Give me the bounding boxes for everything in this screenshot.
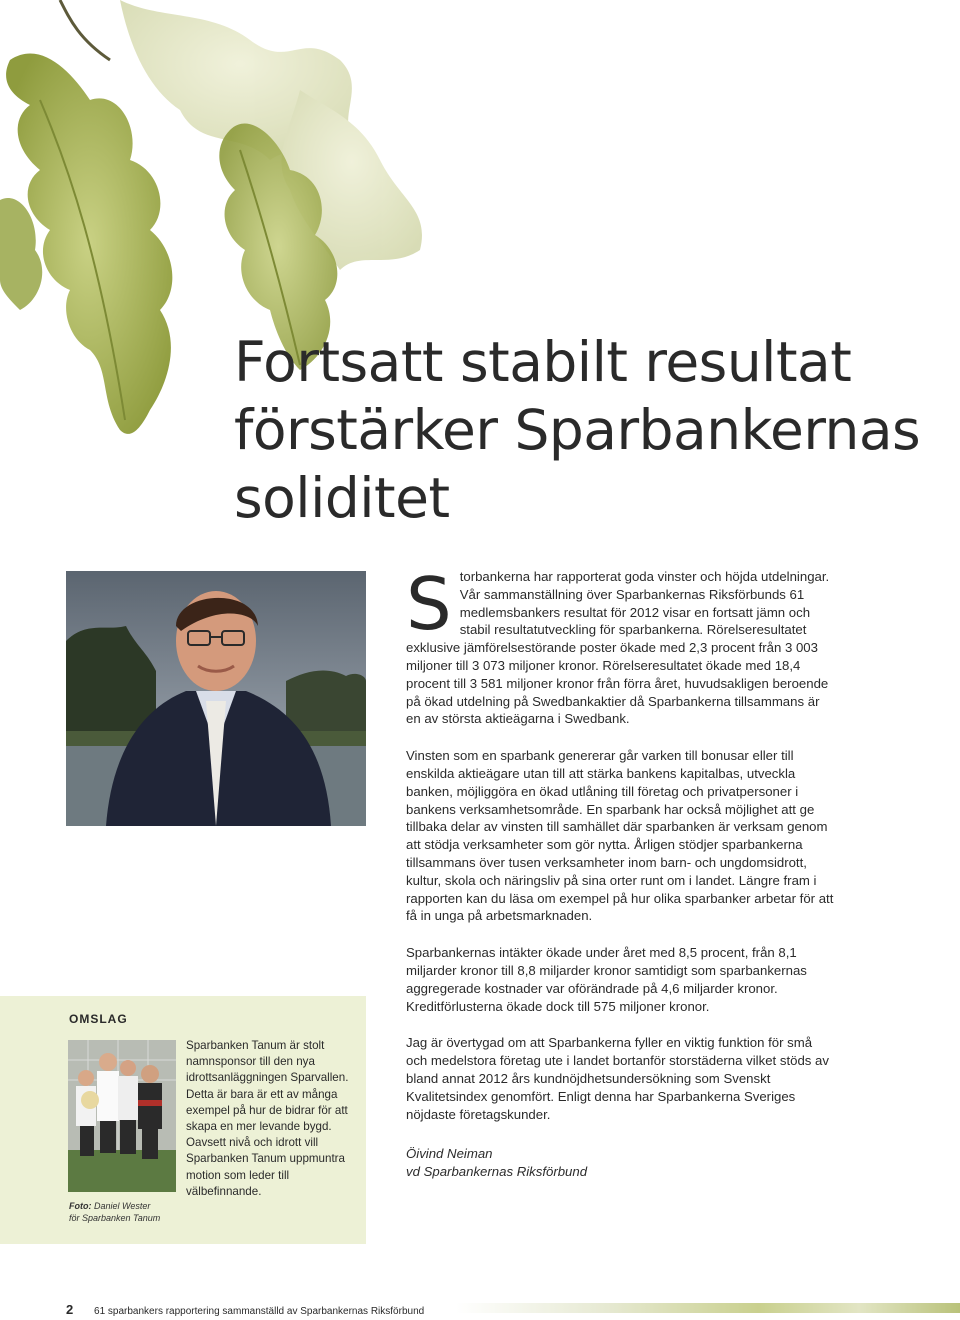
photo-org: för Sparbanken Tanum xyxy=(69,1213,161,1223)
page-title xyxy=(234,328,934,532)
page-number: 2 xyxy=(66,1302,74,1317)
title-line-3: soliditet xyxy=(234,466,450,530)
paragraph-4: Jag är övertygad om att Sparbankerna fyller en viktig funktion för små och medelstora företag ute i landet bortanför storstäderna vilket stöds av bland annat 2012 års kundnöjdhetsundersökning som Svenskt Kvalitetsindex genomfört. Enligt denna har Sparbankerna Sveriges nöjdaste företagskunder. xyxy=(406,1035,829,1122)
title-line-1: Fortsatt stabilt resultat xyxy=(234,330,852,394)
signature-name: Öivind Neiman xyxy=(406,1146,493,1162)
paragraph-1: Storbankerna har rapporterat goda vinster och höjda utdelningar. Vår sammanställning över Sparbankernas Riksförbunds 61 medlemsbankers resultat för 2012 visar en fortsatt jämn och stabil resultatutveckling för sparbankerna. Rörelseresultatet exklusive jämförelsestörande poster ökade med 2,3 procent från 3 003 miljoner till 3 073 miljoner kronor. Rörelseresultatet ökade med 18,4 procent till 3 581 miljoner kronor från förra året, huvudsakligen beroende på ökad utdelning på Swedbankaktier då Sparbankerna tillsammans är en av största aktieägarna i Swedbank. xyxy=(406,562,830,727)
paragraph-3: Sparbankernas intäkter ökade under året med 8,5 procent, från 8,1 miljarder kronor till 8,8 miljarder kronor samtidigt som sparbankernas aggregerade kostnader var oförändrade på 4,6 miljarder kronor. Kreditförlusterna ökade dock till 575 miljoner kronor. xyxy=(406,945,807,1014)
cover-info-box xyxy=(0,996,366,1244)
footer-text: 61 sparbankers rapportering sammanställd av Sparbankernas Riksförbund xyxy=(94,1306,425,1317)
article-body xyxy=(406,562,834,1181)
title-line-2: förstärker Sparbankernas xyxy=(234,398,921,462)
cover-heading: OMSLAG xyxy=(69,1012,128,1026)
photo-credit: Daniel Wester xyxy=(94,1201,151,1211)
page-footer xyxy=(66,1302,424,1317)
photo-caption xyxy=(69,1200,179,1224)
cover-photo xyxy=(68,1040,176,1192)
signature-role: vd Sparbankernas Riksförbund xyxy=(406,1164,588,1180)
portrait-photo xyxy=(66,571,366,826)
footer-decoration xyxy=(456,1303,960,1313)
signature xyxy=(406,1145,834,1181)
paragraph-2: Vinsten som en sparbank genererar går varken till bonusar eller till enskilda aktieägare utan till att stärka bankens kapitalbas, utveckla banken, möjliggöra en ökad utlåning till företag och privatpersoner i bankens verksamhetsområde. En sparbank har också möjlighet att ge tillbaka delar av vinsten till samhället där sparbanken är verksam genom att stödja verksamheter som gör nytta. Årligen stödjer sparbankerna tillsammans över tusen verksamheter inom barn- och ungdomsidrott, kultur, skola och näringsliv på sina orter runt om i landet. Längre fram i rapporten kan du läsa om exempel på hur olika sparbanker arbetar för att få in unga på arbetsmarknaden. xyxy=(406,748,834,924)
cover-text: Sparbanken Tanum är stolt namnsponsor till den nya idrottsanläggningen Sparvallen. Detta är bara är ett av många exempel på hur de bidrar för att skapa en mer levande bygd. Oavsett nivå och idrott vill Sparbanken Tanum uppmuntra motion som leder till välbefinnande. xyxy=(186,1039,349,1198)
photo-label: Foto: xyxy=(69,1201,92,1211)
drop-cap: S xyxy=(406,562,452,646)
